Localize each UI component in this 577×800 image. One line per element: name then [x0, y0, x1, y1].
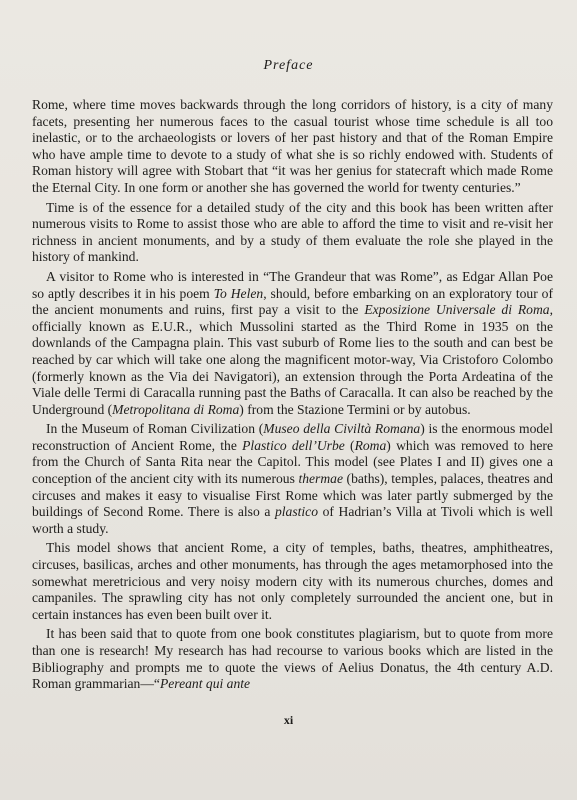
paragraph-3 [32, 269, 553, 418]
paragraph-1: Rome, where time moves backwards through the long corridors of history, is a city of many facets, presenting her numerous faces to the casual tourist whose time schedule is all too inelastic, or to the archaeologists or lovers of her past history and that of the Roman Empire who have ample time to devote to a study of what she is so richly endowed with. Students of Roman history will agree with Stobart that “it was her genius for statecraft which made Rome the Eternal City. In one form or another she has governed the world for twenty centuries.” [32, 97, 553, 195]
paragraph-4 [32, 421, 553, 537]
text-run: ) from the Stazione Termini or by autobus. [239, 401, 471, 417]
text-run: A visitor to Rome who is interested in “The Grandeur that was Rome”, as Edgar Allan Poe so aptly describes it in his poem [32, 268, 553, 301]
page-number: xi [283, 713, 294, 727]
thermae-word: thermae [298, 471, 343, 487]
running-header: Preface [263, 58, 314, 73]
text-run: In the Museum of Roman Civilization ( [46, 421, 264, 437]
text-run: , should, before embarking on an exploratory tour of the ancient monuments and ruins, first pay a visit to the [32, 285, 553, 318]
latin-quote: Pereant qui ante [159, 676, 251, 692]
museum-name: Museo della Civiltà Romana [263, 421, 421, 437]
exposition-name: Exposizione Universale di Roma [364, 302, 550, 318]
text-run: ) which was removed to here from the Church of Santa Rita near the Capitol. This model (see Plates I and II) gives one a conception of the ancient city with its numerous [32, 437, 553, 487]
text-run: It has been said that to quote from one book constitutes plagiarism, but to quote from more than one is research! My research has had recourse to various books which are listed in the Bibliography and prompts me to quote the views of Aelius Donatus, the 4th century A.D. Roman grammarian—“ [32, 626, 553, 692]
paragraph-5: This model shows that ancient Rome, a city of temples, baths, theatres, amphitheatres, circuses, basilicas, arches and other monuments, has through the ages metamorphosed into the somewhat meretricious and very noisy modern city with its numerous churches, domes and campaniles. The sprawling city has not only completely surrounded the ancient one, but in certain instances has even been built over it. [32, 540, 553, 622]
roma-word: Roma [354, 437, 387, 453]
body-text [32, 97, 553, 696]
paragraph-6 [32, 626, 553, 692]
paragraph-2: Time is of the essence for a detailed study of the city and this book has been written after numerous visits to Rome to assist those who are able to afford the time to visit and re-visit her richness in ancient monuments, and by a study of them evaluate the role she played in the history of mankind. [32, 199, 553, 265]
text-run: , officially known as E.U.R., which Mussolini started as the Third Rome in 1935 on the downlands of the Campagna plain. This vast suburb of Rome lies to the south and can best be reached by car which will take one along the magnificent motor-way, Via Cristoforo Colombo (formerly known as the Via dei Navigatori), an extension through the Porta Ardeatina of the Viale delle Termi di Caracalla running past the Baths of Caracalla. It can also be reached by the Underground ( [32, 302, 553, 417]
model-name: Plastico dell’Urbe [242, 437, 345, 453]
text-run: (baths), temples, palaces, theatres and circuses and makes it easy to visualise First Rome which was later partly submerged by the buildings of Second Rome. There is also a [32, 471, 553, 520]
metro-name: Metropolitana di Roma [112, 401, 240, 417]
text-run: of Hadrian’s Villa at Tivoli which is well worth a study. [32, 504, 554, 536]
poem-title: To Helen [213, 285, 264, 301]
text-run: ) is the enormous model reconstruction of Ancient Rome, the [32, 421, 553, 453]
text-run: ( [344, 437, 355, 453]
plastico-word: plastico [274, 504, 319, 520]
